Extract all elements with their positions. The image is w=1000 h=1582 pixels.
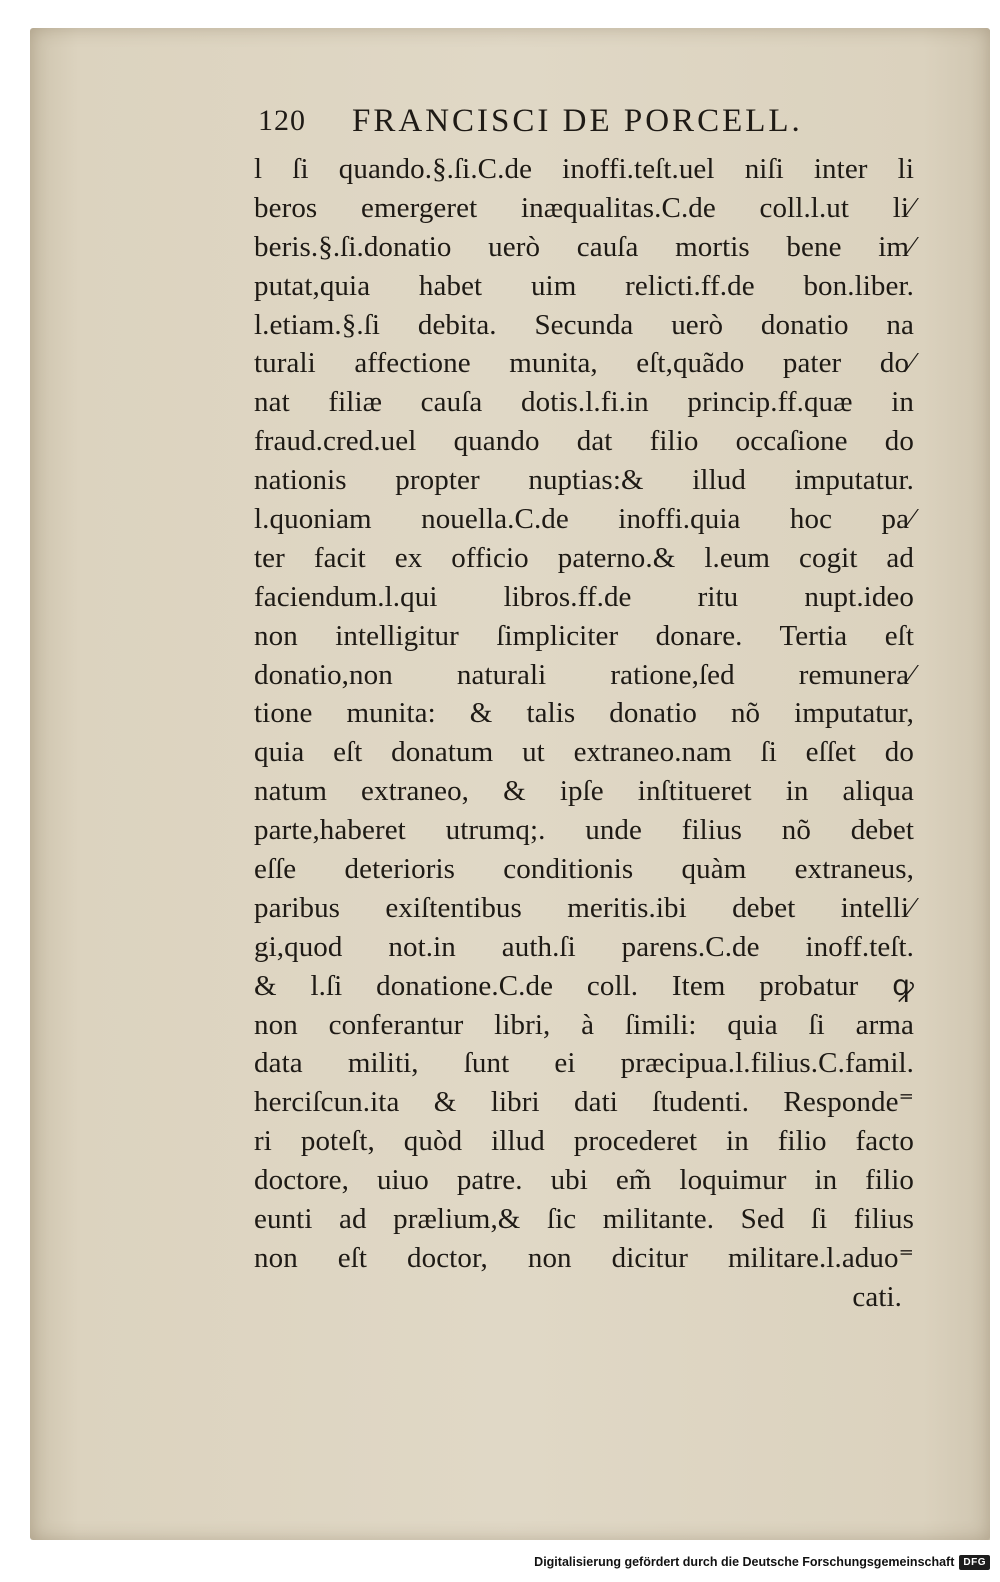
catchword: cati. xyxy=(852,1280,902,1313)
text-line: & l.ſi donatione.C.de coll. Item probatur ꝙ xyxy=(254,969,914,1002)
dfg-logo: DFG xyxy=(959,1555,990,1570)
text-line: doctore, uiuo patre. ubi em̃ loquimur in filio xyxy=(254,1164,914,1197)
text-line: l ſi quando.§.ſi.C.de inoffi.teſt.uel niſi inter li xyxy=(254,153,914,185)
text-line: fraud.cred.uel quando dat filio occaſione do xyxy=(254,425,914,458)
text-line: turali affectione munita, eſt,quãdo pater do⁄ xyxy=(254,347,914,380)
text-line: eunti ad prælium,& ſic militante. Sed ſi filius xyxy=(254,1203,914,1236)
text-line: donatio,non naturali ratione,ſed remunera⁄ xyxy=(254,658,914,691)
text-line: herciſcun.ita & libri dati ſtudenti. Responde⁼ xyxy=(254,1086,914,1119)
text-line: paribus exiſtentibus meritis.ibi debet intelli⁄ xyxy=(254,891,914,924)
text-line: l.etiam.§.ſi debita. Secunda uerò donatio na xyxy=(254,308,914,341)
digitization-footer xyxy=(534,1551,990,1573)
footer-credit: Digitalisierung gefördert durch die Deutsche Forschungsgemeinschaft xyxy=(534,1555,955,1569)
text-line: parte,haberet utrumq;. unde filius nõ debet xyxy=(254,814,914,847)
text-line: ri poteſt, quòd illud procederet in filio facto xyxy=(254,1125,914,1158)
text-line: non conferantur libri, à ſimili: quia ſi arma xyxy=(254,1008,914,1041)
text-line: non eſt doctor, non dicitur militare.l.aduo⁼ xyxy=(254,1241,914,1274)
text-line: beris.§.ſi.donatio uerò cauſa mortis bene im⁄ xyxy=(254,230,914,263)
text-line: natum extraneo, & ipſe inſtitueret in aliqua xyxy=(254,775,914,808)
text-line: nat filiæ cauſa dotis.l.fi.in princip.ff.quæ in xyxy=(254,386,914,419)
text-line: quia eſt donatum ut extraneo.nam ſi eſſet do xyxy=(254,736,914,769)
text-line: l.quoniam nouella.C.de inoffi.quia hoc pa⁄ xyxy=(254,503,914,536)
running-title: FRANCISCI DE PORCELL. xyxy=(352,102,803,139)
text-line: gi,quod not.in auth.ſi parens.C.de inoff.teſt. xyxy=(254,930,914,963)
page-number: 120 xyxy=(258,104,306,137)
text-line: tione munita: & talis donatio nõ imputatur, xyxy=(254,697,914,730)
running-head xyxy=(258,98,908,144)
text-line: ter facit ex officio paterno.& l.eum cogit ad xyxy=(254,541,914,574)
text-line: eſſe deterioris conditionis quàm extraneus, xyxy=(254,853,914,886)
text-line: data militi, ſunt ei præcipua.l.filius.C.famil. xyxy=(254,1047,914,1080)
text-block xyxy=(254,150,914,1317)
text-line: putat,quia habet uim relicti.ff.de bon.liber. xyxy=(254,269,914,302)
text-line: beros emergeret inæqualitas.C.de coll.l.ut li⁄ xyxy=(254,191,914,224)
text-line: faciendum.l.qui libros.ff.de ritu nupt.ideo xyxy=(254,580,914,613)
text-line: nationis propter nuptias:& illud imputatur. xyxy=(254,464,914,497)
text-line: non intelligitur ſimpliciter donare. Tertia eſt xyxy=(254,619,914,652)
